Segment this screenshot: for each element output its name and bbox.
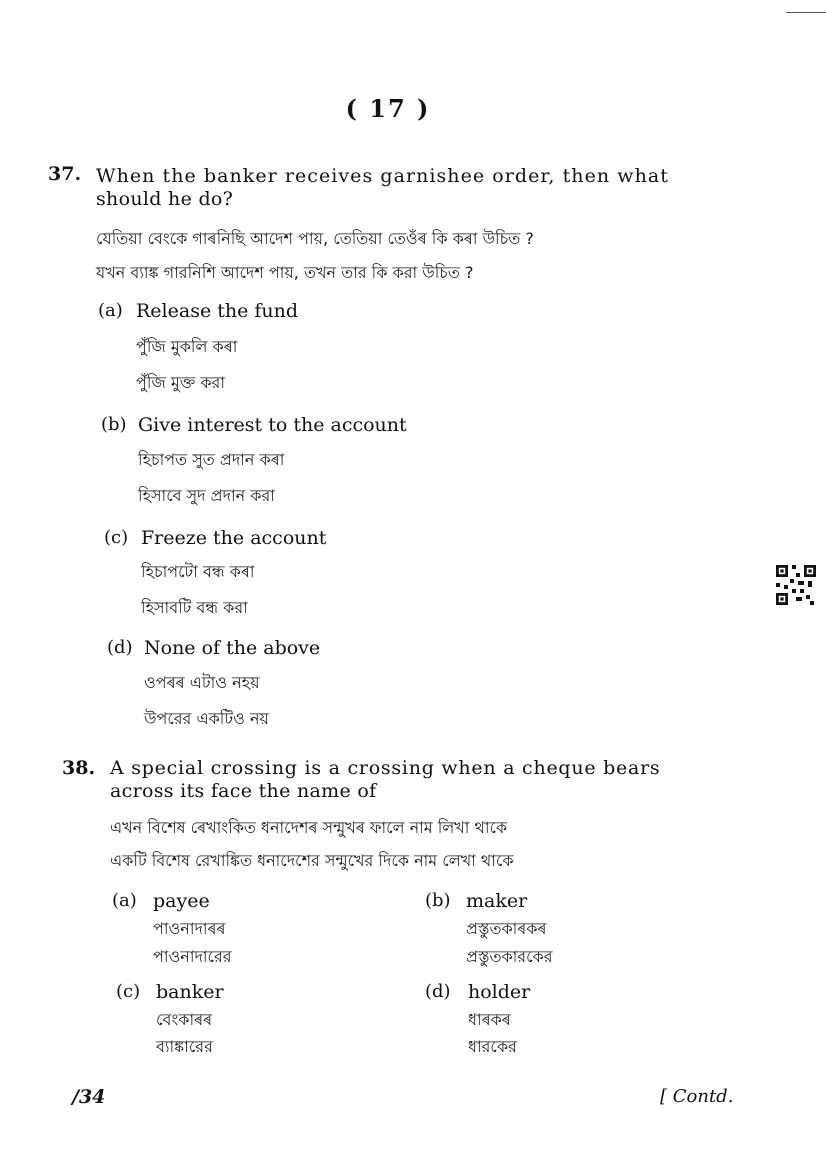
question-38-text-line1: A special crossing is a crossing when a cheque bears: [110, 757, 661, 779]
option-text-as: বেংকাৰৰ: [156, 1010, 213, 1029]
top-rule: [786, 12, 826, 13]
option-label: (b): [425, 890, 451, 911]
option-text-en: maker: [466, 890, 528, 912]
question-38-text-line2: across its face the name of: [110, 780, 377, 802]
paper-code: /34: [72, 1086, 106, 1108]
option-label: (b): [101, 414, 127, 435]
question-37-bengali: যখন ব্যাঙ্ক গারনিশি আদেশ পায়, তখন তার কি করা উচিত ?: [96, 263, 474, 282]
option-label: (a): [112, 890, 137, 911]
option-text-en: holder: [468, 981, 531, 1003]
question-37-text-line1: When the banker receives garnishee order, then what: [96, 165, 669, 187]
option-text-as: প্ৰস্তুতকাৰকৰ: [466, 919, 547, 938]
option-text-as: ওপৰৰ এটাও নহয়: [144, 673, 260, 692]
option-text-bn: ব্যাঙ্কারের: [156, 1037, 213, 1056]
option-text-as: ধাৰকৰ: [468, 1010, 511, 1029]
question-38-number: 38.: [62, 757, 96, 779]
option-label: (d): [425, 981, 451, 1002]
question-37-assamese: যেতিয়া বেংকে গাৰনিছি আদেশ পায়, তেতিয়া তেওঁৰ কি কৰা উচিত ?: [96, 229, 534, 248]
option-text-bn: পাওনাদারের: [153, 947, 232, 966]
option-text-bn: হিসাবটি বন্ধ করা: [141, 598, 248, 617]
option-text-en: Release the fund: [136, 300, 299, 322]
option-text-en: None of the above: [144, 637, 321, 659]
page-number: ( 17 ): [345, 94, 431, 123]
option-text-en: banker: [156, 981, 224, 1003]
option-text-as: হিচাপটো বন্ধ কৰা: [141, 562, 255, 581]
option-text-as: পাওনাদাৰৰ: [153, 919, 226, 938]
qr-code-icon: [776, 565, 816, 605]
option-text-bn: প্রস্তুতকারকের: [466, 947, 553, 966]
option-text-en: Freeze the account: [141, 527, 327, 549]
option-text-as: হিচাপত সুত প্ৰদান কৰা: [138, 450, 285, 469]
question-37-number: 37.: [48, 163, 82, 185]
option-text-bn: পুঁজি মুক্ত করা: [136, 373, 225, 392]
option-label: (c): [116, 981, 141, 1002]
question-37-text-line2: should he do?: [96, 188, 234, 210]
option-text-bn: ধারকের: [468, 1037, 517, 1056]
continued-label: [ Contd.: [660, 1086, 734, 1107]
option-text-bn: উপরের একটিও নয়: [144, 709, 269, 728]
option-label: (c): [104, 527, 129, 548]
option-text-bn: হিসাবে সুদ প্রদান করা: [138, 486, 275, 505]
option-text-en: payee: [153, 890, 210, 912]
question-38-bengali: একটি বিশেষ রেখাঙ্কিত ধনাদেশের সন্মুখের দিকে নাম লেখা থাকে: [110, 851, 514, 870]
option-text-en: Give interest to the account: [138, 414, 407, 436]
option-label: (d): [107, 637, 133, 658]
option-text-as: পুঁজি মুকলি কৰা: [136, 337, 238, 356]
question-38-assamese: এখন বিশেষ ৰেখাংকিত ধনাদেশৰ সন্মুখৰ ফালে নাম লিখা থাকে: [110, 818, 508, 837]
option-label: (a): [98, 300, 123, 321]
